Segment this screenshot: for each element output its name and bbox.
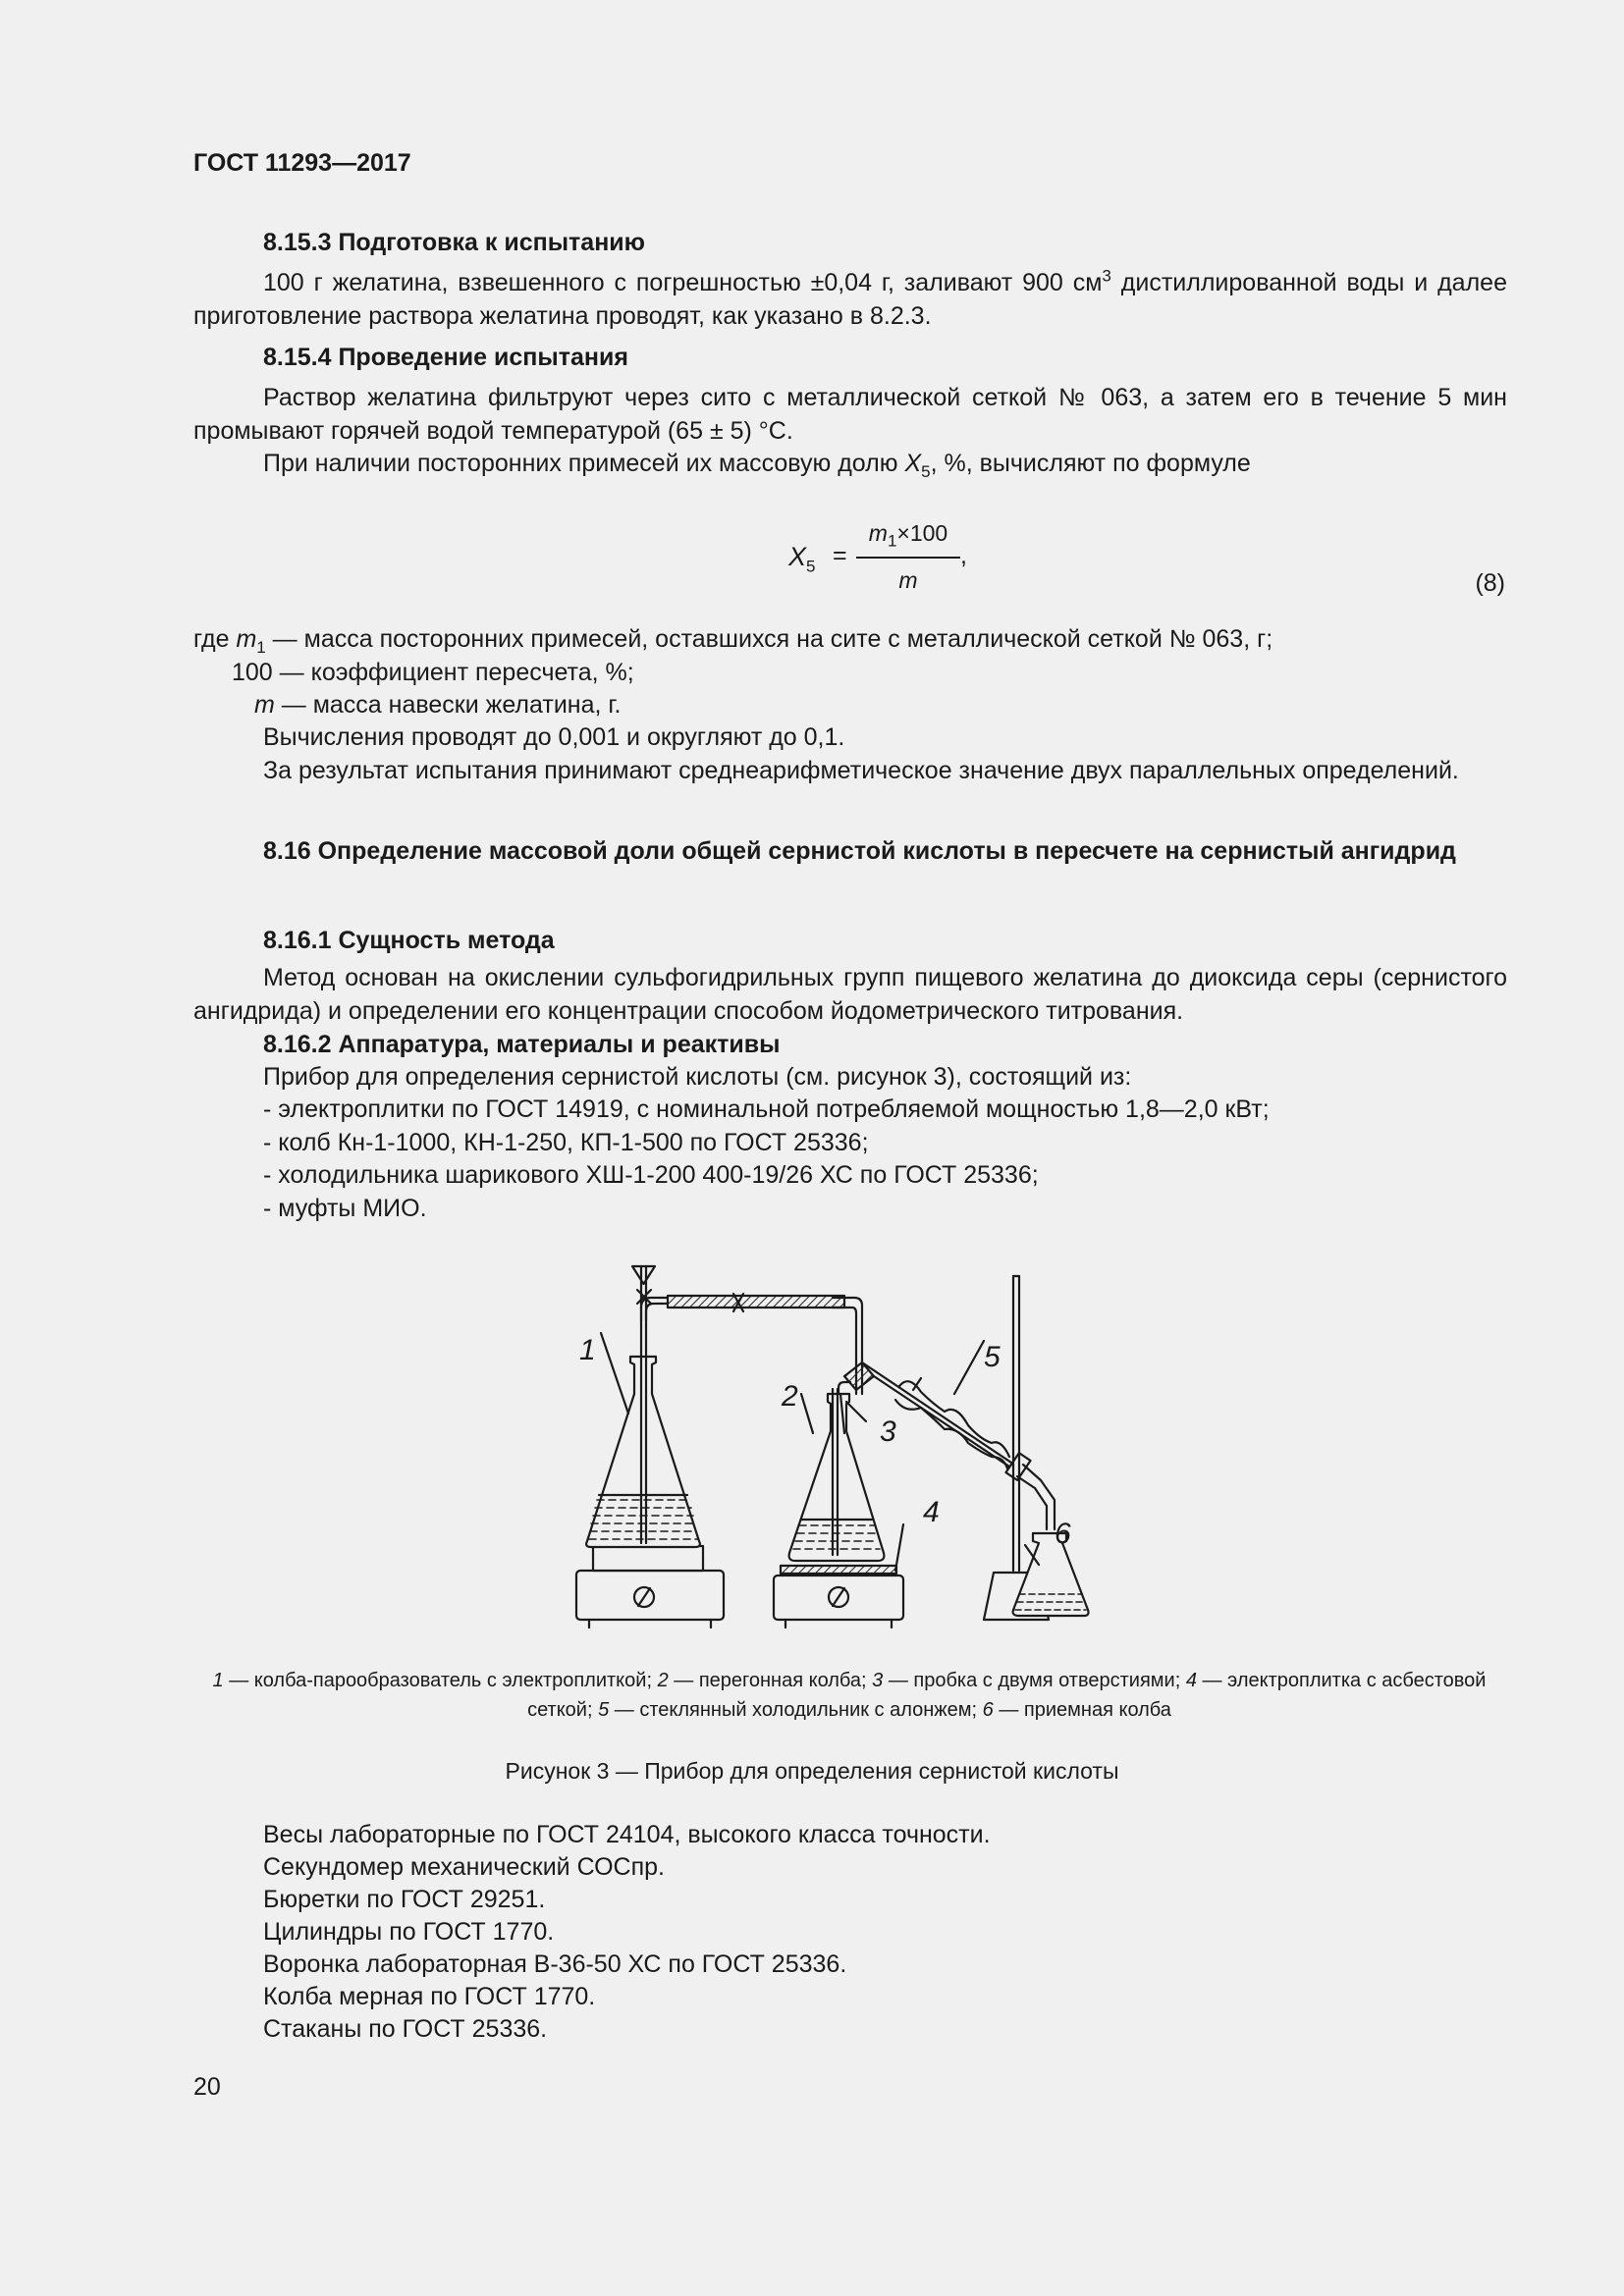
section-8-16-2-intro: Прибор для определения сернистой кислоты (см. рисунок 3), состоящий из: bbox=[263, 1063, 1132, 1091]
equipment-item: Колба мерная по ГОСТ 1770. bbox=[263, 1983, 596, 2010]
figure-label-6: 6 bbox=[1055, 1518, 1071, 1550]
figure-label-4: 4 bbox=[923, 1496, 940, 1528]
stove-1 bbox=[576, 1546, 724, 1628]
formula-fraction-bar bbox=[856, 557, 960, 559]
flask-2 bbox=[789, 1382, 885, 1561]
list-item: - муфты МИО. bbox=[263, 1195, 427, 1222]
list-item: - колб Кн-1-1000, КН-1-250, КП-1-500 по ГОСТ 25336; bbox=[263, 1129, 869, 1156]
section-8-16-2-heading: 8.16.2 Аппаратура, материалы и реактивы bbox=[263, 1031, 781, 1058]
equipment-item: Бюретки по ГОСТ 29251. bbox=[263, 1886, 546, 1913]
equipment-item: Весы лабораторные по ГОСТ 24104, высокого класса точности. bbox=[263, 1821, 991, 1848]
figure-label-1: 1 bbox=[579, 1334, 596, 1366]
calc-paragraph-2: За результат испытания принимают среднеарифметическое значение двух параллельных определений. bbox=[263, 757, 1459, 784]
figure-title: Рисунок 3 — Прибор для определения сернистой кислоты bbox=[505, 1758, 1119, 1784]
section-8-15-4-paragraph-2: При наличии посторонних примесей их массовую долю $X_5$, %, вычисляют по формуле bbox=[263, 450, 1251, 481]
formula-number: (8) bbox=[1475, 569, 1505, 597]
connecting-tube bbox=[668, 1294, 862, 1394]
formula-equals: = bbox=[833, 542, 847, 569]
section-8-16-heading: 8.16 Определение массовой доли общей сернистой кислоты в пересчете на сернистый ангидрид bbox=[263, 837, 1456, 865]
figure-legend: 1 — колба-парообразователь с электроплиткой; 2 — перегонная колба; 3 — пробка с двумя отверстиями; 4 — электроплитка с асбестовой сеткой; 5 — стеклянный холодильник с алонжем; 6 — приемная колба bbox=[212, 1670, 1487, 1721]
where-line-1: где $m_1$ — масса посторонних примесей, оставшихся на сите с металлической сеткой № 063, г; bbox=[193, 625, 1273, 657]
stove-2 bbox=[774, 1566, 903, 1628]
formula-lhs: $X_5$ bbox=[788, 542, 816, 576]
section-8-15-3-heading: 8.15.3 Подготовка к испытанию bbox=[263, 229, 646, 256]
section-8-15-4-heading: 8.15.4 Проведение испытания bbox=[263, 344, 628, 371]
formula-comma: , bbox=[960, 542, 967, 569]
figure-label-5: 5 bbox=[984, 1341, 1001, 1373]
equipment-item: Секундомер механический СОСпр. bbox=[263, 1853, 665, 1881]
page-number: 20 bbox=[193, 2073, 221, 2101]
figure-label-2: 2 bbox=[782, 1380, 798, 1413]
equipment-item: Цилиндры по ГОСТ 1770. bbox=[263, 1918, 555, 1946]
where-line-3: m — масса навески желатина, г. bbox=[254, 691, 622, 719]
section-8-16-1-paragraph: Метод основан на окислении сульфогидрильных групп пищевого желатина до диоксида серы (сернистого ангидрида) и определении его концентрации способом йодометрического титрования. bbox=[193, 964, 1507, 1025]
list-item: - холодильника шарикового ХШ-1-200 400-19/26 ХС по ГОСТ 25336; bbox=[263, 1161, 1039, 1189]
section-8-15-3-paragraph: 100 г желатина, взвешенного с погрешностью ±0,04 г, заливают 900 $см^3$ дистиллированной воды и далее приготовление раствора желатина проводят, как указано в 8.2.3. bbox=[193, 266, 1507, 330]
equipment-item: Воронка лабораторная В-36-50 ХС по ГОСТ 25336. bbox=[263, 1950, 847, 1978]
list-item: - электроплитки по ГОСТ 14919, с номинальной потребляемой мощностью 1,8—2,0 кВт; bbox=[263, 1095, 1270, 1123]
condenser-5 bbox=[844, 1362, 1055, 1529]
section-8-15-4-paragraph-1: Раствор желатина фильтруют через сито с металлической сеткой № 063, а затем его в течение 5 мин промывают горячей водой температурой (65 ± 5) °С. bbox=[193, 384, 1507, 445]
figure-label-3: 3 bbox=[880, 1415, 896, 1448]
equipment-item: Стаканы по ГОСТ 25336. bbox=[263, 2015, 548, 2043]
formula-denominator: m bbox=[898, 567, 918, 593]
where-line-2: 100 — коэффициент пересчета, %; bbox=[232, 659, 634, 686]
document-header: ГОСТ 11293—2017 bbox=[193, 149, 411, 177]
section-8-16-1-heading: 8.16.1 Сущность метода bbox=[263, 927, 555, 954]
formula-numerator: $m_1\times 100$ bbox=[868, 520, 948, 551]
calc-paragraph-1: Вычисления проводят до 0,001 и округляют до 0,1. bbox=[263, 723, 845, 751]
apparatus-figure bbox=[550, 1247, 1159, 1639]
